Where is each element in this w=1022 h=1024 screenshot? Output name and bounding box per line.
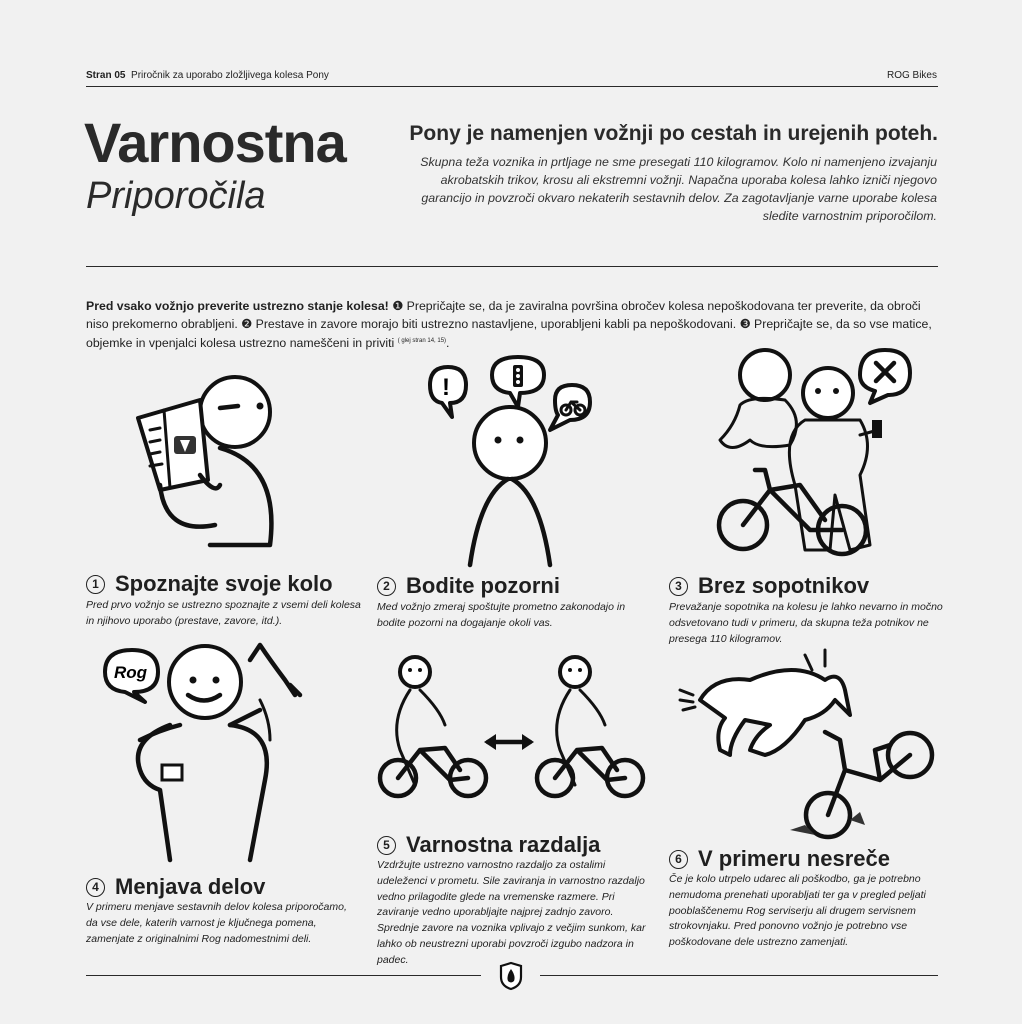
section-3-title <box>669 572 869 599</box>
footer-divider-right <box>540 975 938 976</box>
section-2-text: Med vožnjo zmeraj spoštujte prometno zakonodajo in bodite pozorni na dogajanje okoli vas. <box>377 601 626 629</box>
section-1-heading: Spoznajte svoje kolo <box>115 571 333 597</box>
checklist-item-3: Prepričajte se, da so vse matice, objemke in vpenjalci kolesa ustrezno nameščeni in priviti <box>86 317 932 350</box>
section-4-text: V primeru menjave sestavnih delov kolesa priporočamo, da vse dele, katerih varnost je ključnega pomena, zamenjate z originalnimi Rog nadomestnimi deli. <box>86 901 347 945</box>
section-3-heading: Brez sopotnikov <box>698 573 870 599</box>
intro-paragraph: Skupna teža voznika in prtljage ne sme presegati 110 kilogramov. Kolo ni namenjeno izvajanju akrobatskih trikov, krosu ali ekstremni vožnji. Napačna uporaba kolesa lahko izniči njegovo garancijo in povzroči okvaro nekaterih sestavnih delov. Za zagotavljanje varne uporabe kolesa sledite varnostnim priporočilom. <box>420 155 937 223</box>
safety-distance-illustration <box>370 650 650 805</box>
section-3-text: Prevažanje sopotnika na kolesu je lahko nevarno in močno odsvetovano tudi v primeru, da skupna teža potnikov ne presega 110 kilogramov. <box>669 601 943 645</box>
intro-divider <box>86 266 938 267</box>
rog-bubble-text: Rog <box>114 663 148 682</box>
rog-logo-icon <box>497 962 525 990</box>
page-reference: ( glej stran 14, 15) <box>397 337 447 344</box>
section-5-title <box>377 831 600 858</box>
section-6-text: Če je kolo utrpelo udarec ali poškodbo, ga je potrebno nemudoma prenehati uporabljati ter ga v pregled peljati pooblaščenemu Rog serviserju ali drugem servisnem strokovnjaku. Pred ponovno vožnjo je potrebno vse poškodovane dele ustrezno zamenjati. <box>669 873 926 948</box>
section-5-heading: Varnostna razdalja <box>406 832 601 858</box>
bullet-2-icon: ❷ <box>241 317 253 332</box>
section-6-title <box>669 845 890 872</box>
page-number: Stran 05 <box>86 70 126 81</box>
brand-name: ROG Bikes <box>886 70 937 81</box>
section-3-number: 3 <box>669 577 688 596</box>
section-2-heading: Bodite pozorni <box>406 573 560 599</box>
section-1-title <box>86 570 333 597</box>
accident-illustration <box>675 640 935 840</box>
passenger-illustration <box>710 345 925 560</box>
page-header <box>86 70 329 81</box>
document-title: Priročnik za uporabo zložljivega kolesa Pony <box>131 70 329 81</box>
section-2-title <box>377 572 560 599</box>
section-5-text: Vzdržujte ustrezno varnostno razdaljo za ostalimi udeleženci v prometu. Sile zaviranja in varnostno razdaljo vedno prilagodite glede na vremenske razmere. Pri zaviranje vedno uporabljajte najprej zadnjo zavoro. Sprednje zavore na voznika vplivajo z večjim sunkom, kar lahko ob neustrezni uporabi povzroči izgubo nadzora in padec. <box>377 859 646 966</box>
lead-heading: Pony je namenjen vožnji po cestah in urejenih poteh. <box>409 122 938 145</box>
checklist-heading: Pred vsako vožnjo preverite ustrezno stanje kolesa! <box>86 299 389 313</box>
section-5-number: 5 <box>377 836 396 855</box>
replace-parts-illustration <box>100 640 310 865</box>
header-divider <box>86 86 938 87</box>
page-subtitle: Priporočila <box>86 175 266 217</box>
footer-divider-left <box>86 975 481 976</box>
page-title: Varnostna <box>84 111 346 174</box>
checklist-paragraph: Pred vsako vožnjo preverite ustrezno stanje kolesa! ❶ Prepričajte se, da je zaviralna površina obročev kolesa nepoškodovana ter preverite, da obroči niso prekomerno obrabljeni. ❷ Prestave in zavore morajo biti ustrezno nastavljene, uporabljeni kabli pa nepoškodovani. ❸ Prepričajte se, da so vse matice, objemke in vpenjalci kolesa ustrezno nameščeni in priviti $^{( glej stran 14, 15)}$. <box>86 299 932 350</box>
bullet-1-icon: ❶ <box>392 299 404 313</box>
bullet-3-icon: ❸ <box>739 317 751 332</box>
checklist-item-1: Prepričajte se, da je zaviralna površina obročev kolesa nepoškodovana ter preverite, da obroči niso prekomerno obrabljeni. <box>86 299 921 332</box>
section-6-heading: V primeru nesreče <box>698 846 890 872</box>
section-4-title <box>86 873 265 900</box>
section-6-number: 6 <box>669 850 688 869</box>
exclaim-text: ! <box>442 374 450 401</box>
attentive-rider-illustration <box>420 355 600 570</box>
section-1-text: Pred prvo vožnjo se ustrezno spoznajte z vsemi deli kolesa in njihovo uporabo (prestave, zavore, itd.). <box>86 599 361 627</box>
section-2-number: 2 <box>377 577 396 596</box>
section-1-number: 1 <box>86 575 105 594</box>
checklist-item-2: Prestave in zavore morajo biti ustrezno nastavljene, uporabljeni kabli pa nepoškodovani. <box>255 317 737 332</box>
section-4-heading: Menjava delov <box>115 874 266 900</box>
section-4-number: 4 <box>86 878 105 897</box>
reading-manual-illustration <box>120 370 290 560</box>
